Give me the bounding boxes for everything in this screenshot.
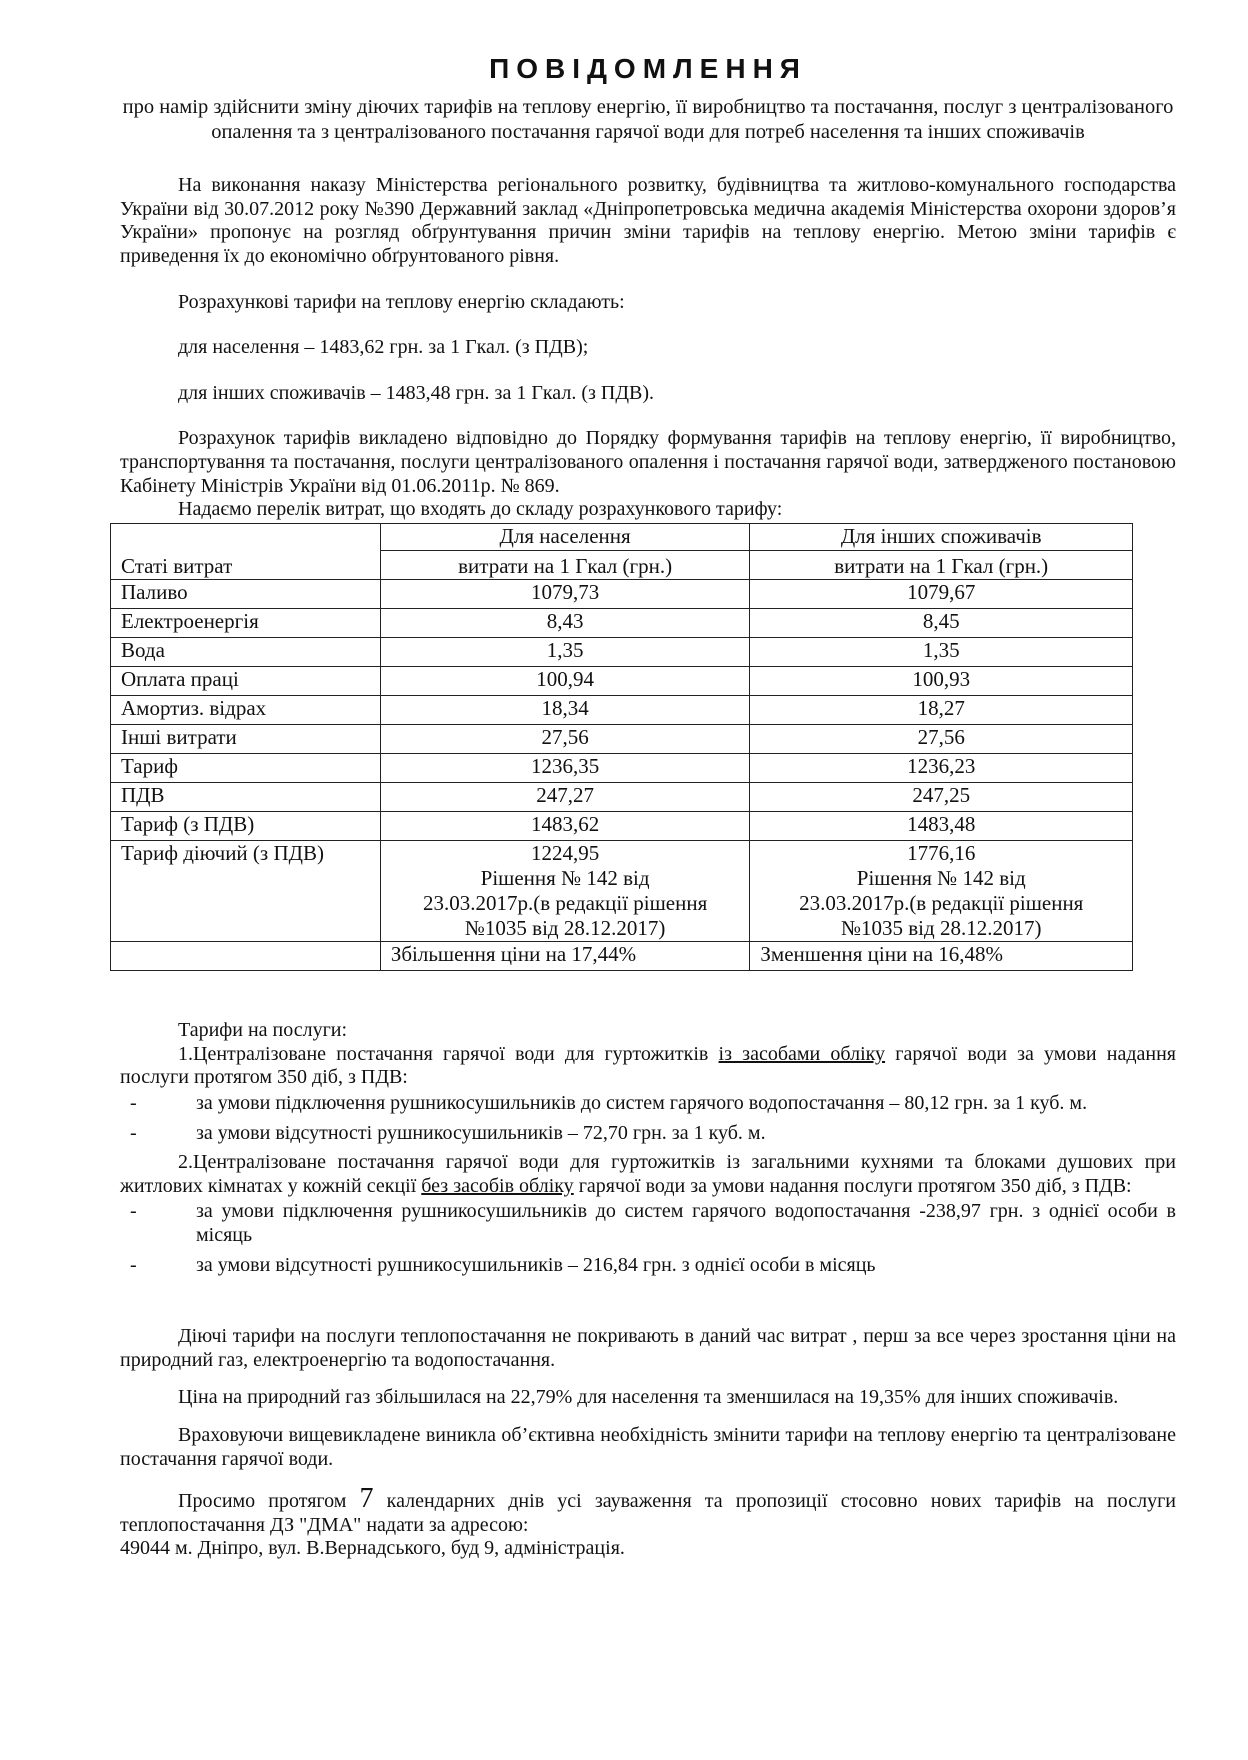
row-item: Паливо	[111, 579, 381, 608]
row-population-value: 247,27	[380, 782, 750, 811]
row-item: Оплата праці	[111, 666, 381, 695]
current-others-value: 1776,16	[907, 840, 976, 865]
services-heading: Тарифи на послуги:	[178, 1019, 348, 1042]
price-change-empty-cell	[111, 942, 381, 971]
header-cost-items: Статі витрат	[111, 523, 381, 579]
header-others	[750, 523, 1133, 579]
header-population	[380, 523, 750, 579]
row-population-value: 18,34	[380, 695, 750, 724]
list-item: - за умови відсутності рушникосушильників – 72,70 грн. за 1 куб. м.	[130, 1121, 766, 1144]
row-population-value: 1483,62	[380, 811, 750, 840]
list-item: - за умови підключення рушникосушильників до систем гарячого водопостачання -238,97 грн. з однієї особи в місяць	[130, 1200, 1176, 1247]
price-change-row	[111, 942, 1133, 971]
row-population-value: 1079,73	[380, 579, 750, 608]
table-row	[111, 695, 1133, 724]
table-row	[111, 724, 1133, 753]
row-others-value: 100,93	[750, 666, 1133, 695]
header-others-bottom: витрати на 1 Гкал (грн.)	[834, 553, 1049, 578]
dash-bullet: -	[130, 1121, 137, 1144]
row-others-value: 1,35	[750, 637, 1133, 666]
list-item: - за умови підключення рушникосушильників до систем гарячого водопостачання – 80,12 грн. за 1 куб. м.	[130, 1092, 1088, 1115]
row-item: Тариф (з ПДВ)	[111, 811, 381, 840]
closing-paragraph-4: Просимо протягом 7 календарних днів усі зауваження та пропозиції стосовно нових тарифів на послуги теплопостачання ДЗ "ДМА" надати за адресою:	[120, 1483, 1177, 1536]
row-others-value: 247,25	[750, 782, 1133, 811]
row-item: ПДВ	[111, 782, 381, 811]
tariff-others-line: для інших споживачів – 1483,48 грн. за 1 Гкал. (з ПДВ).	[178, 381, 654, 404]
current-population-decision-2: 23.03.2017р.(в редакції рішення	[422, 890, 708, 915]
service-item-2: 2.Централізоване постачання гарячої води для гуртожитків із загальними кухнями та блоками душових при житлових кімнатах у кожній секції без засобів обліку гарячої води за умови надання послуги протягом 350 діб, з ПДВ:	[120, 1151, 1176, 1197]
current-tariff-row	[111, 840, 1133, 942]
cost-table-header	[111, 523, 1133, 579]
table-row	[111, 753, 1133, 782]
row-others-value: 27,56	[750, 724, 1133, 753]
table-row	[111, 579, 1133, 608]
row-item: Електроенергія	[111, 608, 381, 637]
row-others-value: 18,27	[750, 695, 1133, 724]
current-tariff-others	[750, 840, 1133, 942]
table-row	[111, 811, 1133, 840]
current-others-decision-2: 23.03.2017р.(в редакції рішення	[799, 890, 1084, 915]
list-item: - за умови відсутності рушникосушильників – 216,84 грн. з однієї особи в місяць	[130, 1253, 876, 1276]
without-meters-underlined: без засобів обліку	[421, 1174, 574, 1197]
row-others-value: 8,45	[750, 608, 1133, 637]
row-others-value: 1483,48	[750, 811, 1133, 840]
closing-paragraph-3: Враховуючи вищевикладене виникла об’єктивна необхідність змінити тарифи на теплову енергію та централізоване постачання гарячої води.	[120, 1423, 1176, 1470]
service-item-2-bullets	[120, 1200, 1176, 1277]
service-item-1: 1.Централізоване постачання гарячої води для гуртожитків із засобами обліку гарячої води за умови надання послуги протягом 350 діб, з ПДВ:	[120, 1042, 1177, 1089]
current-others-decision-1: Рішення № 142 від	[856, 865, 1026, 890]
row-item: Амортиз. відрах	[111, 695, 381, 724]
closing-paragraph-1: Діючі тарифи на послуги теплопостачання не покривають в даний час витрат , перш за все через зростання ціни на природний газ, електроенергію та водопостачання.	[120, 1325, 1176, 1371]
table-row	[111, 782, 1133, 811]
current-population-value: 1224,95	[530, 840, 600, 865]
table-row	[111, 608, 1133, 637]
dash-bullet: -	[130, 1092, 137, 1115]
row-population-value: 27,56	[380, 724, 750, 753]
row-population-value: 1236,35	[380, 753, 750, 782]
row-population-value: 8,43	[380, 608, 750, 637]
row-others-value: 1236,23	[750, 753, 1133, 782]
closing-paragraph-2: Ціна на природний газ збільшилася на 22,79% для населення та зменшилася на 19,35% для інших споживачів.	[178, 1386, 1119, 1409]
current-population-decision-3: №1035 від 28.12.2017)	[464, 916, 666, 941]
row-others-value: 1079,67	[750, 579, 1133, 608]
cost-list-intro: Надаємо перелік витрат, що входять до складу розрахункового тарифу:	[178, 498, 783, 521]
table-row	[111, 666, 1133, 695]
row-population-value: 100,94	[380, 666, 750, 695]
row-item: Тариф	[111, 753, 381, 782]
current-tariff-label: Тариф діючий (з ПДВ)	[111, 840, 381, 942]
dash-bullet: -	[130, 1200, 137, 1223]
address-line: 49044 м. Дніпро, вул. В.Вернадського, буд 9, адміністрація.	[120, 1537, 625, 1560]
row-item: Інші витрати	[111, 724, 381, 753]
row-population-value: 1,35	[380, 637, 750, 666]
methodology-paragraph: Розрахунок тарифів викладено відповідно до Порядку формування тарифів на теплову енергію, її виробництво, транспортування та постачання, послуги централізованого опалення і постачання гарячої води, затвердженого постановою Кабінету Міністрів України від 01.06.2011р. № 869.	[120, 427, 1176, 497]
cost-table	[110, 523, 1133, 972]
header-population-bottom: витрати на 1 Гкал (грн.)	[458, 553, 673, 578]
table-row	[111, 637, 1133, 666]
current-tariff-population	[380, 840, 750, 942]
current-population-decision-1: Рішення № 142 від	[480, 865, 650, 890]
header-population-top: Для населення	[381, 524, 750, 551]
tariff-population-line: для населення – 1483,62 грн. за 1 Гкал. (з ПДВ);	[178, 336, 589, 359]
document-title: ПОВІДОМЛЕННЯ	[489, 53, 807, 84]
days-count: 7	[359, 1483, 374, 1515]
header-others-top: Для інших споживачів	[750, 524, 1132, 551]
row-item: Вода	[111, 637, 381, 666]
price-change-population: Збільшення ціни на 17,44%	[380, 942, 750, 971]
current-others-decision-3: №1035 від 28.12.2017)	[840, 916, 1042, 941]
calc-tariffs-heading: Розрахункові тарифи на теплову енергію складають:	[178, 290, 625, 313]
service-item-1-bullets	[120, 1092, 1176, 1145]
document-subtitle: про намір здійснити зміну діючих тарифів на теплову енергію, її виробництво та постачання, послуг з централізованого опалення та з централізованого постачання гарячої води для потреб населення та інших споживачів	[122, 96, 1174, 143]
price-change-others: Зменшення ціни на 16,48%	[750, 942, 1133, 971]
intro-paragraph: На виконання наказу Міністерства регіонального розвитку, будівництва та житлово-комунального господарства України від 30.07.2012 року №390 Державний заклад «Дніпропетровська медична академія Міністерства охорони здоров’я України» пропонує на розгляд обґрунтування причин зміни тарифів на теплову енергію. Метою зміни тарифів є приведення їх до економічно обґрунтованого рівня.	[120, 174, 1176, 267]
dash-bullet: -	[130, 1253, 137, 1276]
with-meters-underlined: із засобами обліку	[718, 1042, 886, 1065]
